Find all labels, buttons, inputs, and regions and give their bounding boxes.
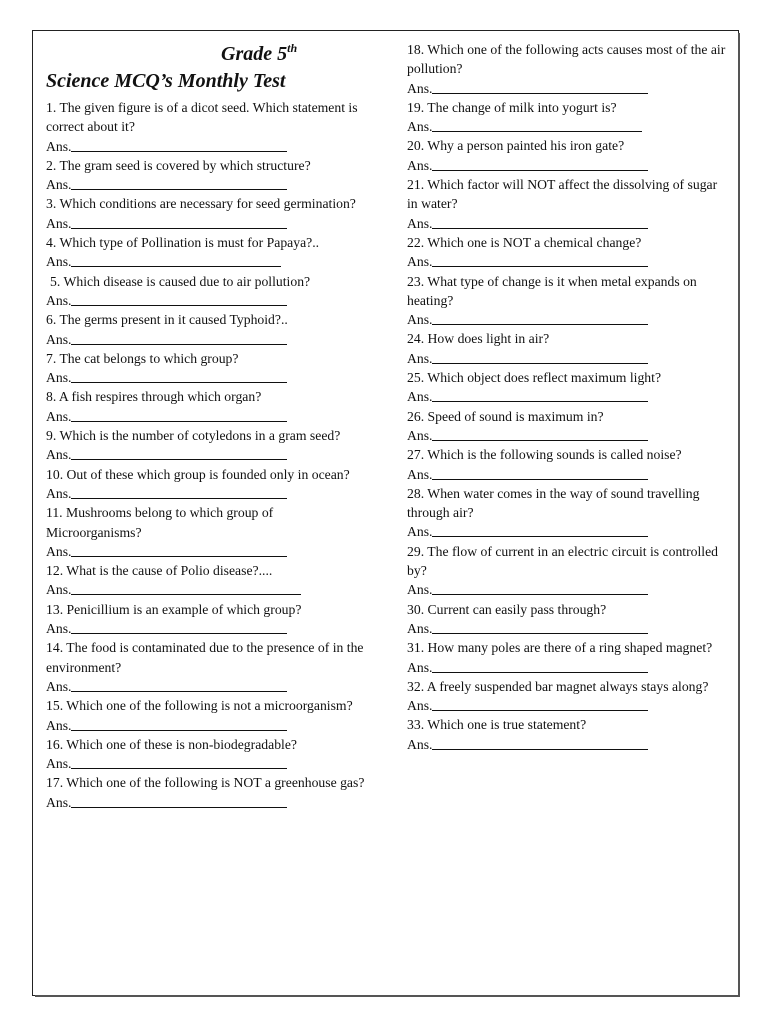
answer-line-27: Ans. <box>407 465 727 484</box>
answer-line-15: Ans. <box>46 716 368 735</box>
question-26: 26. Speed of sound is maximum in? <box>407 408 604 424</box>
question-32: 32. A freely suspended bar magnet always stays along? <box>407 678 709 694</box>
test-title: Science MCQ’s Monthly Test <box>46 70 286 92</box>
answer-line-28: Ans. <box>407 522 727 541</box>
question-22: 22. Which one is NOT a chemical change? <box>407 234 642 250</box>
question-18: 18. Which one of the following acts causes most of the air pollution? <box>407 42 726 77</box>
question-33: 33. Which one is true statement? <box>407 717 587 733</box>
right-column <box>407 40 727 754</box>
question-7: 7. The cat belongs to which group? <box>46 350 239 366</box>
question-10: 10. Out of these which group is founded only in ocean? <box>46 466 350 482</box>
answer-line-22: Ans. <box>407 252 727 271</box>
question-23: 23. What type of change is it when metal expands on heating? <box>407 273 697 308</box>
answer-line-33: Ans. <box>407 735 727 754</box>
left-column <box>46 40 368 812</box>
answer-line-8: Ans. <box>46 407 368 426</box>
question-27: 27. Which is the following sounds is called noise? <box>407 447 682 463</box>
question-4: 4. Which type of Pollination is must for Papaya?.. <box>46 235 320 251</box>
answer-line-24: Ans. <box>407 349 727 368</box>
answer-line-12: Ans. <box>46 580 368 599</box>
question-20: 20. Why a person painted his iron gate? <box>407 138 625 154</box>
answer-line-20: Ans. <box>407 156 727 175</box>
answer-line-11: Ans. <box>46 542 368 561</box>
answer-line-3: Ans. <box>46 214 368 233</box>
answer-line-23: Ans. <box>407 310 727 329</box>
question-19: 19. The change of milk into yogurt is? <box>407 99 617 115</box>
question-14: 14. The food is contaminated due to the presence of in the <box>46 640 364 656</box>
question-12: 12. What is the cause of Polio disease?.... <box>46 563 273 579</box>
grade-superscript: th <box>287 41 298 55</box>
answer-line-32: Ans. <box>407 696 727 715</box>
answer-line-21: Ans. <box>407 214 727 233</box>
question-11: 11. Mushrooms belong to which group of Microorganisms? <box>46 505 274 540</box>
question-13: 13. Penicillium is an example of which group? <box>46 601 302 617</box>
question-28: 28. When water comes in the way of sound travelling through air? <box>407 485 700 521</box>
question-21: 21. Which factor will NOT affect the dissolving of sugar in water? <box>407 177 718 212</box>
question-17: 17. Which one of the following is NOT a greenhouse gas? <box>46 775 365 791</box>
answer-line-16: Ans. <box>46 754 368 773</box>
grade-heading <box>46 41 368 67</box>
answer-line-7: Ans. <box>46 368 368 387</box>
answer-line-30: Ans. <box>407 619 727 638</box>
answer-line-13: Ans. <box>46 619 368 638</box>
answer-line-29: Ans. <box>407 580 727 599</box>
question-6: 6. The germs present in it caused Typhoid?.. <box>46 312 288 328</box>
question-5: 5. Which disease is caused due to air pollution? <box>50 273 311 289</box>
answer-line-1: Ans. <box>46 137 368 156</box>
answer-line-26: Ans. <box>407 426 727 445</box>
answer-line-9: Ans. <box>46 445 368 464</box>
answer-line-17: Ans. <box>46 793 368 812</box>
answer-line-6: Ans. <box>46 330 368 349</box>
grade-text: Grade 5 <box>221 43 288 65</box>
answer-line-31: Ans. <box>407 658 727 677</box>
question-29: 29. The flow of current in an electric circuit is controlled by? <box>407 543 719 579</box>
answer-line-4: Ans. <box>46 252 368 271</box>
question-31: 31. How many poles are there of a ring shaped magnet? <box>407 640 713 656</box>
question-3: 3. Which conditions are necessary for seed germination? <box>46 196 356 212</box>
question-2: 2. The gram seed is covered by which structure? <box>46 157 311 173</box>
question-24: 24. How does light in air? <box>407 331 550 347</box>
answer-line-18: Ans. <box>407 79 727 98</box>
answer-line-10: Ans. <box>46 484 368 503</box>
question-15: 15. Which one of the following is not a microorganism? <box>46 698 353 714</box>
answer-line-19: Ans. <box>407 117 727 136</box>
question-16: 16. Which one of these is non-biodegradable? <box>46 736 297 752</box>
question-14-continuation: environment? <box>46 659 122 675</box>
question-25: 25. Which object does reflect maximum light? <box>407 370 662 386</box>
question-30: 30. Current can easily pass through? <box>407 601 607 617</box>
answer-line-5: Ans. <box>46 291 368 310</box>
answer-line-14: Ans. <box>46 677 368 696</box>
question-9: 9. Which is the number of cotyledons in a gram seed? <box>46 428 341 444</box>
answer-line-25: Ans. <box>407 387 727 406</box>
answer-line-2: Ans. <box>46 175 368 194</box>
question-1: 1. The given figure is of a dicot seed. Which statement is correct about it? <box>46 100 358 135</box>
question-8: 8. A fish respires through which organ? <box>46 389 262 405</box>
